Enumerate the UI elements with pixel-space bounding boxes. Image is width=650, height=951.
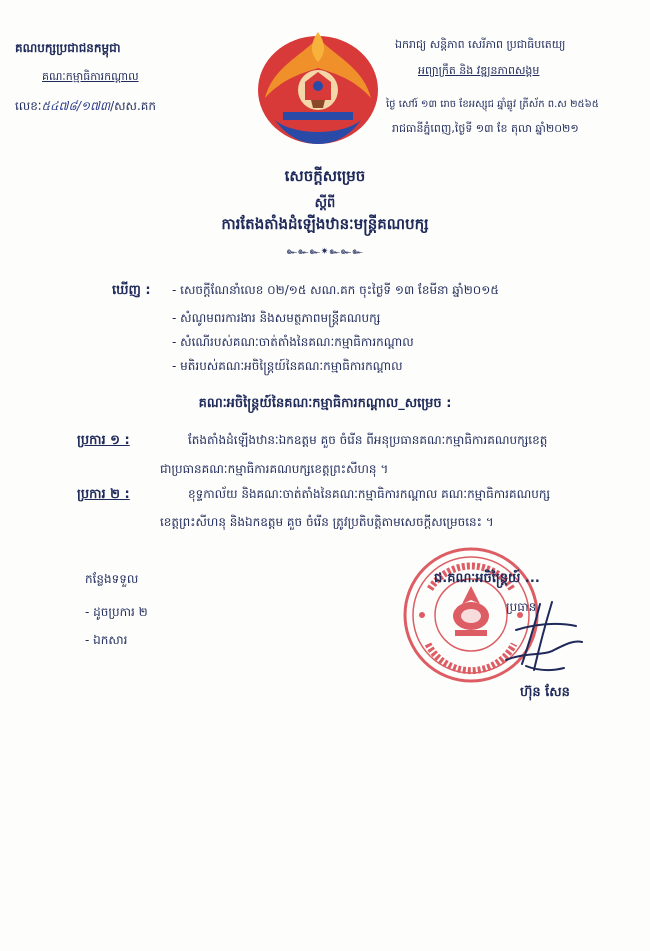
document-title: សេចក្តីសម្រេច [284, 167, 366, 185]
recipient-item: - ដូចប្រការ ២ [85, 605, 148, 619]
recipient-item: - ឯកសារ [85, 633, 128, 647]
party-logo-icon [253, 28, 383, 148]
party-name: គណបក្សប្រជាជនកម្ពុជា [15, 41, 121, 55]
reference-number [15, 98, 156, 116]
signatory-name: ហ៊ុន សែន [520, 685, 570, 700]
document-subject: ការតែងតាំងដំឡើងឋានៈមន្ត្រីគណបក្ស [221, 215, 429, 233]
lunar-date: ថ្ងៃ សៅរ៍ ១៣ រោច ខែអស្សុជ ឆ្នាំឆ្លូវ ត្រីស័ក ព.ស ២៥៦៥ [386, 99, 599, 110]
seeing-item: - សេចក្តីណែនាំលេខ ០២/១៥ សណ.គក ចុះថ្ងៃទី ១៣ ខែមីនា ឆ្នាំ២០១៥ [172, 283, 499, 297]
signature-title: ប្រធាន [506, 600, 537, 614]
article-1-label: ប្រការ ១ : [77, 433, 130, 448]
place-date: រាជធានីភ្នំពេញ,ថ្ងៃទី ១៣ ខែ តុលា ឆ្នាំ២០២១ [392, 122, 579, 135]
national-motto-2: អព្យាក្រឹត និង វឌ្ឍនភាពសង្គម [418, 64, 540, 77]
article-1-line-1: តែងតាំងដំឡើងឋានៈឯកឧត្តម គួច ចំរើន ពីអនុប្រធានគណៈកម្មាធិការគណបក្សខេត្ត [188, 433, 548, 447]
committee-name: គណៈកម្មាធិការកណ្តាល [42, 70, 139, 83]
seeing-item: - សំណូមពរការងារ និងសមត្ថភាពមន្ត្រីគណបក្ស [172, 311, 381, 325]
reference-handwritten: ៥៤៧៨/១៧៣ [41, 99, 111, 113]
seeing-item: - សំណើរបស់គណៈចាត់តាំងនៃគណៈកម្មាធិការកណ្តាល [172, 335, 414, 349]
recipients-label: កន្លែងទទួល [85, 572, 139, 586]
title-ornament: ๛๛๛✷๛๛๛ [286, 247, 364, 257]
article-2-label: ប្រការ ២ : [77, 487, 130, 502]
signature-office: ជ.គណៈអចិន្ត្រៃយ៍ ... [434, 571, 540, 586]
document-about: ស្តីពី [314, 196, 336, 211]
national-motto: ឯករាជ្យ សន្តិភាព សេរីភាព ប្រជាធិបតេយ្យ [395, 38, 566, 51]
handwritten-signature-icon [496, 600, 586, 678]
seeing-label: ឃើញ : [112, 283, 151, 298]
seeing-item: - មតិរបស់គណៈអចិន្ត្រៃយ៍នៃគណៈកម្មាធិការកណ្តាល [172, 359, 403, 373]
decides-heading: គណៈអចិន្ត្រៃយ៍នៃគណៈកម្មាធិការកណ្តាល_សម្រេច : [198, 396, 452, 411]
article-2-line-1: ខុទ្ទកាល័យ និងគណៈចាត់តាំងនៃគណៈកម្មាធិការកណ្តាល គណៈកម្មាធិការគណបក្ស [188, 487, 551, 501]
reference-prefix: លេខៈ [15, 99, 42, 113]
article-1-line-2: ជាប្រធានគណៈកម្មាធិការគណបក្សខេត្តព្រះសីហនុ ។ [160, 462, 389, 476]
article-2-line-2: ខេត្តព្រះសីហនុ និងឯកឧត្តម គួច ចំរើន ត្រូវប្រតិបត្តិតាមសេចក្តីសម្រេចនេះ ។ [160, 515, 494, 529]
reference-suffix: /សស.គក [110, 99, 157, 113]
